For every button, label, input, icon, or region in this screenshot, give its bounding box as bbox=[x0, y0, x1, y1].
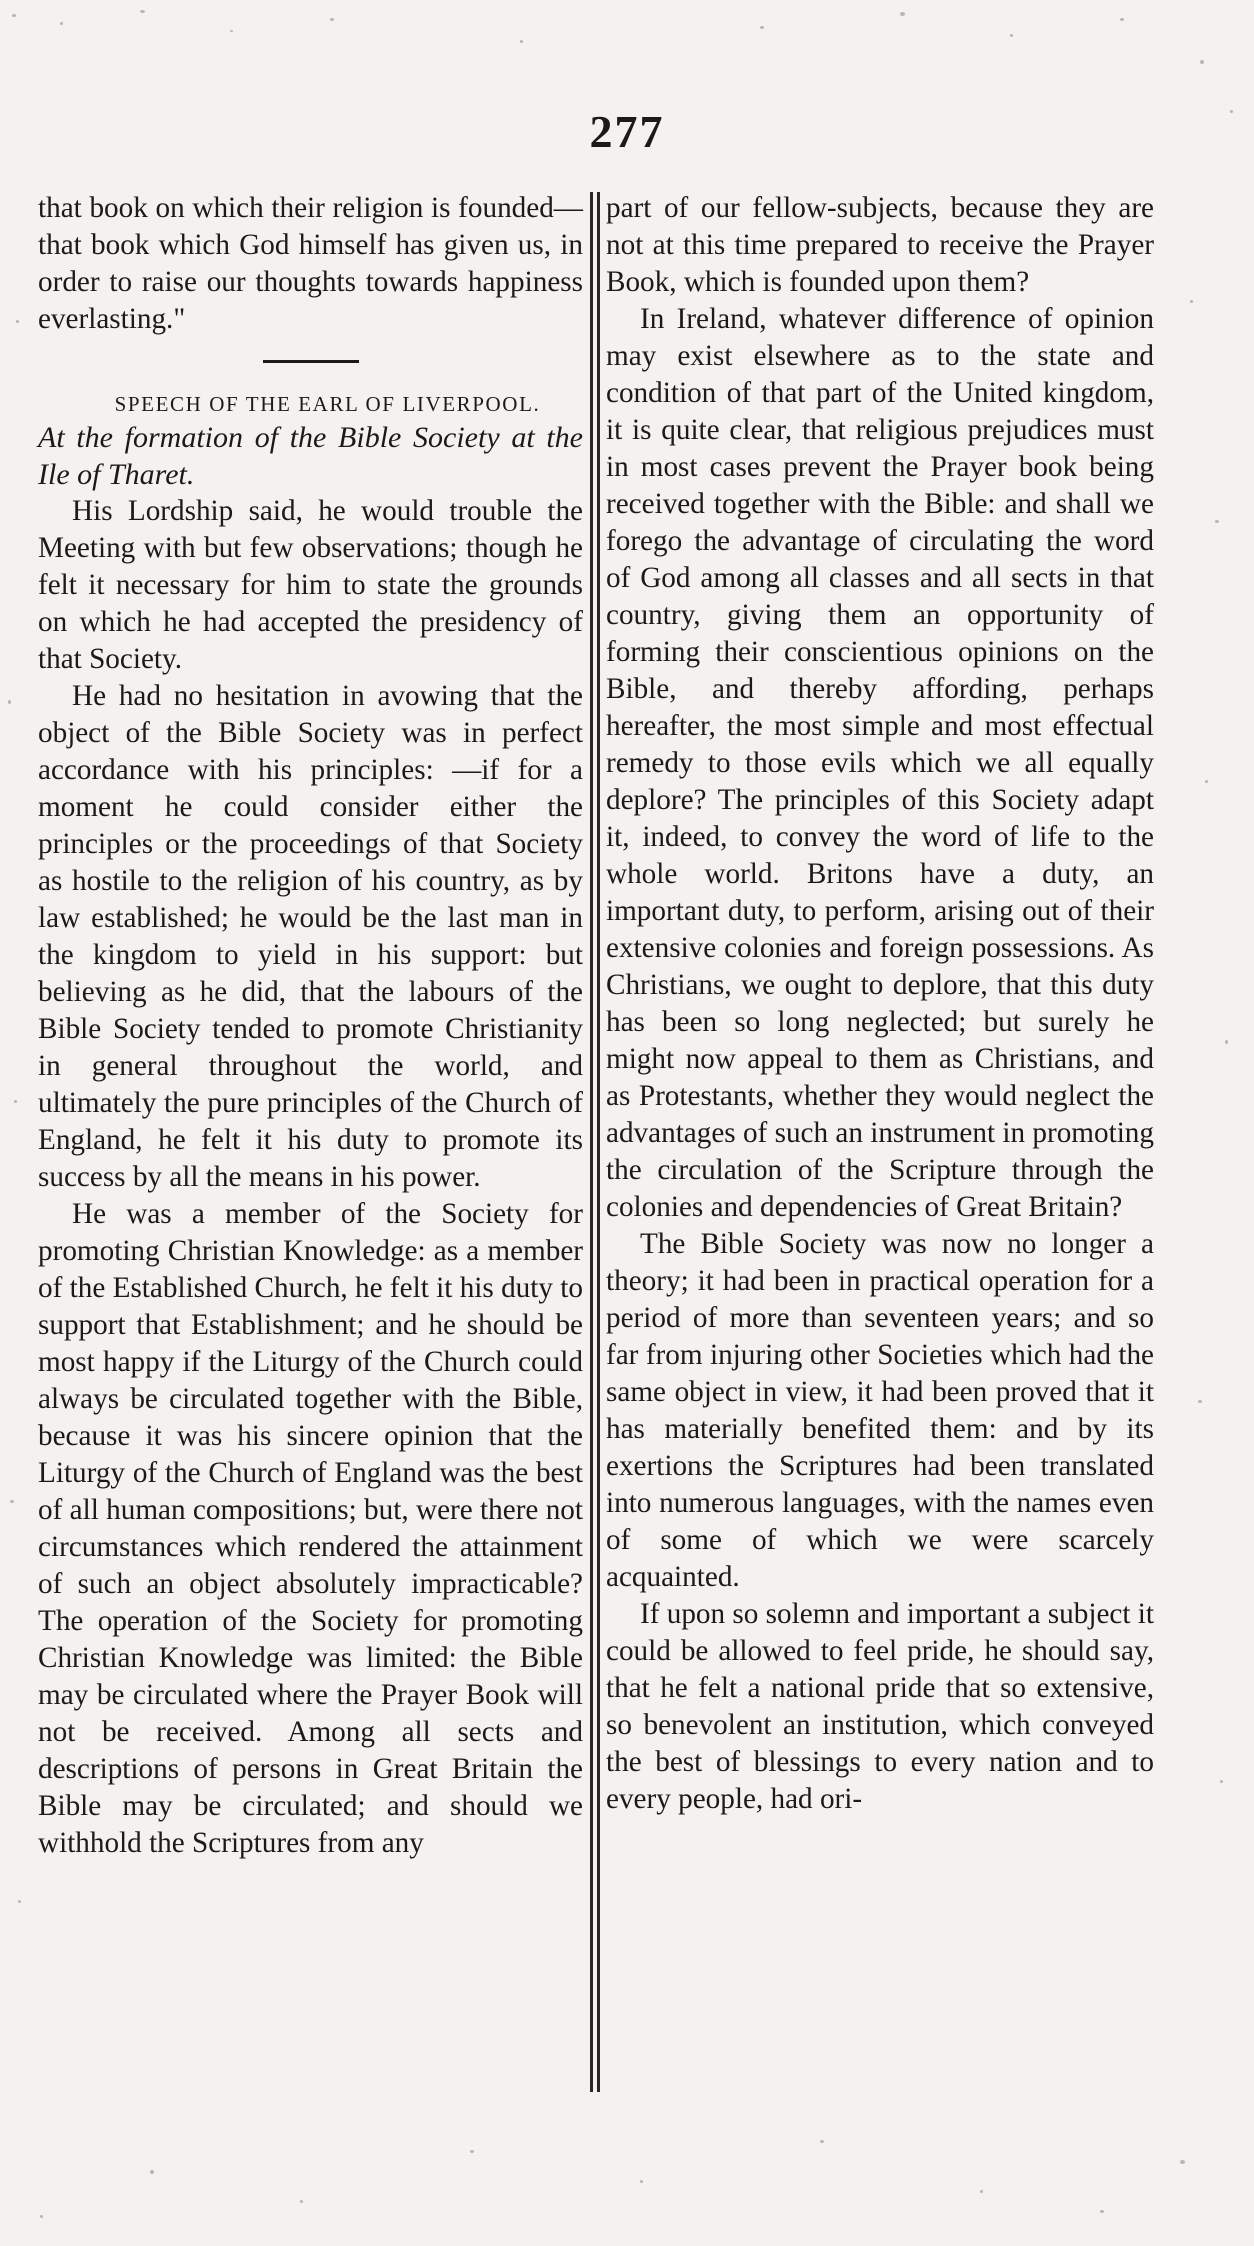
left-column bbox=[38, 190, 583, 1862]
speech-subheading: At the formation of the Bible Society at the Ile of Tharet. bbox=[38, 421, 583, 491]
page-number: 277 bbox=[589, 106, 665, 157]
section-divider-rule bbox=[263, 360, 359, 363]
opening-fragment: that book on which their religion is founded—that book which God himself has given us, in order to raise our thoughts towards happiness everlasting." bbox=[38, 192, 583, 335]
column-divider bbox=[597, 192, 600, 2092]
body-paragraph: The Bible Society was now no longer a theory; it had been in practical operation for a period of more than seventeen years; and so far from injuring other Societies which had the same object in view, it had been proved that it has materially benefited them: and by its exertions the Scriptures had been translated into numerous languages, with the names even of some of which we were scarcely acquainted. bbox=[606, 1228, 1154, 1593]
right-column bbox=[606, 190, 1154, 1818]
opening-fragment: part of our fellow-subjects, because they are not at this time prepared to receive the Prayer Book, which is founded upon them? bbox=[606, 192, 1154, 298]
body-paragraph: He had no hesitation in avowing that the object of the Bible Society was in perfect accordance with his principles: —if for a moment he could consider either the principles or the proceedings of that Society as hostile to the religion of his country, as by law established; he would be the last man in the kingdom to yield in his support: but believing as he did, that the labours of the Bible Society tended to promote Christianity in general throughout the world, and ultimately the pure principles of the Church of England, he felt it his duty to promote its success by all the means in his power. bbox=[38, 680, 583, 1193]
body-paragraph: In Ireland, whatever difference of opinion may exist elsewhere as to the state and condition of that part of the United kingdom, it is quite clear, that religious prejudices must in most cases prevent the Prayer book being received together with the Bible: and shall we forego the advantage of circulating the word of God among all classes and all sects in that country, giving them an opportunity of forming their conscientious opinions on the Bible, and thereby affording, perhaps hereafter, the most simple and most effectual remedy to those evils which we all equally deplore? The principles of this Society adapt it, indeed, to convey the word of life to the whole world. Britons have a duty, an important duty, to perform, arising out of their extensive colonies and foreign possessions. As Christians, we ought to deplore, that this duty has been so long neglected; but surely he might now appeal to them as Christians, and as Protestants, whether they would neglect the advantages of such an instrument in promoting the circulation of the Scripture through the colonies and dependencies of Great Britain? bbox=[606, 303, 1154, 1223]
body-paragraph: He was a member of the Society for promoting Christian Knowledge: as a member of the Established Church, he felt it his duty to support that Establishment; and he should be most happy if the Liturgy of the Church could always be circulated together with the Bible, because it was his sincere opinion that the Liturgy of the Church of England was the best of all human compositions; but, were there not circumstances which rendered the attainment of such an object absolutely impracticable? The operation of the Society for promoting Christian Knowledge was limited: the Bible may be circulated where the Prayer Book will not be received. Among all sects and descriptions of persons in Great Britain the Bible may be circulated; and should we withhold the Scriptures from any bbox=[38, 1198, 583, 1859]
speech-heading: SPEECH OF THE EARL OF LIVERPOOL. bbox=[114, 392, 541, 416]
column-divider bbox=[590, 192, 593, 2092]
body-paragraph: If upon so solemn and important a subject it could be allowed to feel pride, he should say, that he felt a national pride that so extensive, so benevolent an institution, which conveyed the best of blessings to every nation and to every people, had ori- bbox=[606, 1598, 1154, 1815]
body-paragraph: His Lordship said, he would trouble the Meeting with but few observations; though he felt it necessary for him to state the grounds on which he had accepted the presidency of that Society. bbox=[38, 495, 583, 675]
